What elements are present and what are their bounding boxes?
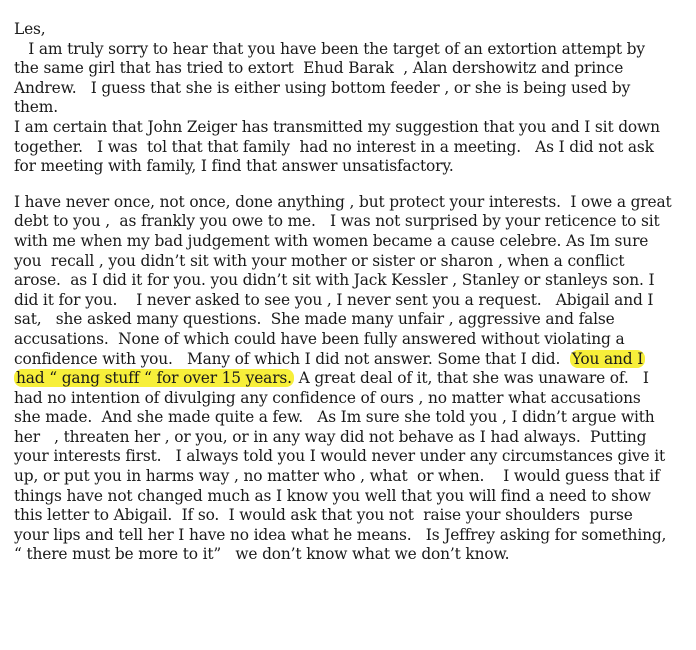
letter-line: arose. as I did it for you. you didn’t sit with Jack Kessler , Stanley or stanleys son. I — [14, 271, 655, 290]
letter-line: with me when my bad judgement with women became a cause celebre. As Im sure — [14, 231, 649, 250]
letter-line: I am truly sorry to hear that you have been the target of an extortion attempt by — [14, 39, 645, 58]
letter-line: her , threaten her , or you, or in any way did not behave as I had always. Putting — [14, 427, 647, 446]
letter-line-highlighted — [14, 350, 690, 370]
letter-line-highlighted — [14, 369, 690, 389]
letter-body — [14, 20, 690, 565]
letter-line: you recall , you didn’t sit with your mother or sister or sharon , when a conflict — [14, 251, 625, 270]
letter-line: I am certain that John Zeiger has transmitted my suggestion that you and I sit down — [14, 117, 660, 136]
letter-text: confidence with you. Many of which I did not answer. Some that I did. — [14, 349, 570, 368]
letter-line: did it for you. I never asked to see you , I never sent you a request. Abigail and I — [14, 290, 654, 309]
letter-line: your interests first. I always told you I would never under any circumstances give it — [14, 447, 666, 466]
letter-line: the same girl that has tried to extort Ehud Barak , Alan dershowitz and prince — [14, 59, 624, 78]
letter-line: she made. And she made quite a few. As Im sure she told you , I didn’t argue with — [14, 408, 655, 427]
paragraph-gap — [14, 177, 690, 193]
letter-line: this letter to Abigail. If so. I would ask that you not raise your shoulders purse — [14, 506, 633, 525]
letter-line: things have not changed much as I know you well that you will find a need to show — [14, 486, 651, 505]
highlighted-text: You and I — [571, 349, 644, 368]
letter-line: sat, she asked many questions. She made many unfair , aggressive and false — [14, 310, 615, 329]
letter-line: them. — [14, 98, 58, 117]
letter-line: up, or put you in harms way , no matter who , what or when. I would guess that if — [14, 467, 660, 486]
letter-text: A great deal of it, that she was unaware of. I — [293, 369, 649, 388]
letter-line: Andrew. I guess that she is either using bottom feeder , or she is being used by — [14, 78, 631, 97]
letter-line: accusations. None of which could have been fully answered without violating a — [14, 329, 625, 348]
highlighted-text: had “ gang stuff “ for over 15 years. — [16, 369, 292, 388]
letter-line: I have never once, not once, done anything , but protect your interests. I owe a great — [14, 192, 672, 211]
letter-line: your lips and tell her I have no idea what he means. Is Jeffrey asking for something, — [14, 525, 667, 544]
letter-line: Les, — [14, 20, 46, 38]
letter-line: had no intention of divulging any confidence of ours , no matter what accusations — [14, 388, 641, 407]
letter-line: together. I was tol that that family had no interest in a meeting. As I did not ask — [14, 137, 654, 156]
letter-line: for meeting with family, I find that answer unsatisfactory. — [14, 157, 454, 176]
letter-line: debt to you , as frankly you owe to me. I was not surprised by your reticence to sit — [14, 212, 660, 231]
letter-line: “ there must be more to it” we don’t know what we don’t know. — [14, 545, 510, 564]
